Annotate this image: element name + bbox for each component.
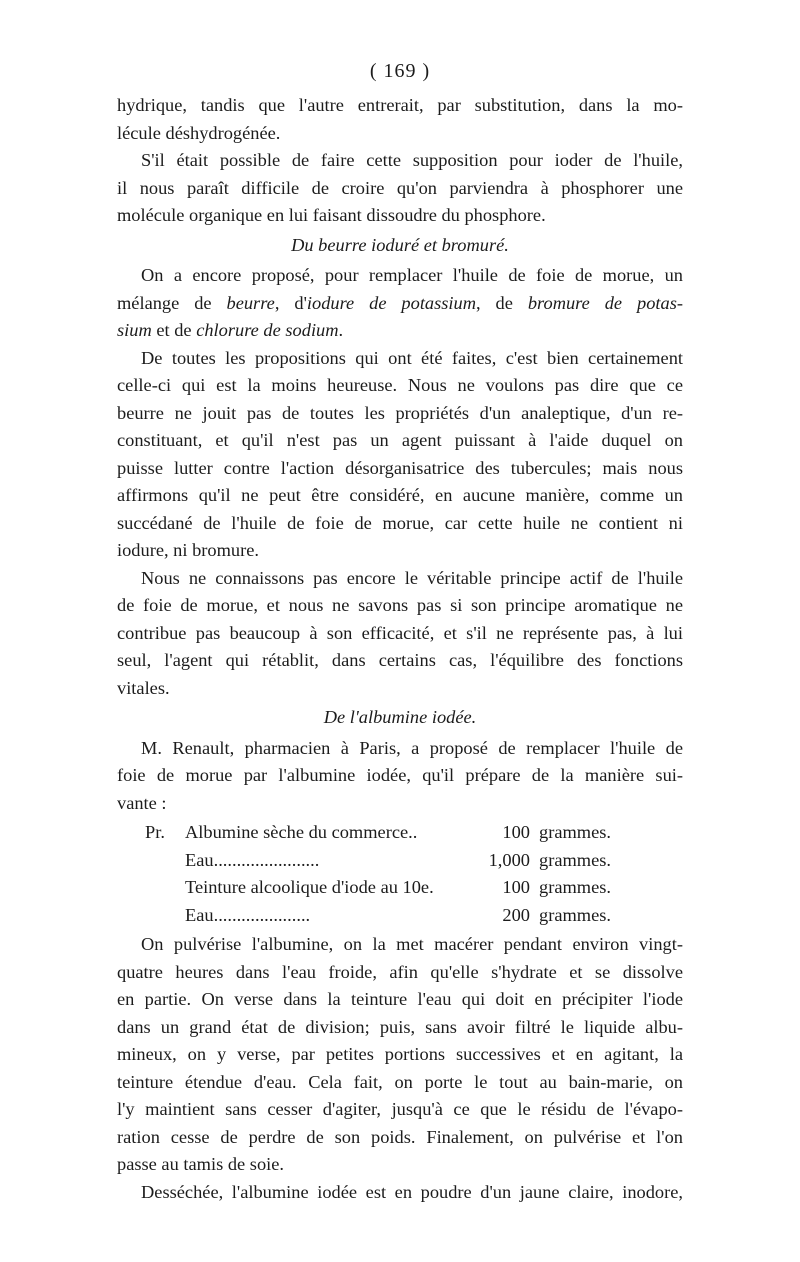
text-line: teinture étendue d'eau. Cela fait, on porte le tout au bain-marie, on bbox=[117, 1071, 683, 1092]
italic-term: bromure de potas- bbox=[527, 292, 683, 313]
text-line: de foie de morue, et nous ne savons pas si son principe aromatique ne bbox=[117, 595, 683, 615]
ingredient-quantity: 1,000 bbox=[488, 849, 530, 870]
text-line: il nous paraît difficile de croire qu'on parviendra à phosphorer une bbox=[117, 177, 683, 198]
formula-row bbox=[117, 847, 683, 875]
page-number: ( 169 ) bbox=[369, 60, 431, 82]
text-line: M. Renault, pharmacien à Paris, a proposé de remplacer l'huile de bbox=[141, 737, 683, 758]
ingredient-unit: grammes. bbox=[539, 822, 612, 842]
text-line: dans un grand état de division; puis, sans avoir filtré le liquide albu- bbox=[117, 1016, 683, 1037]
formula-row bbox=[117, 819, 683, 847]
text-line: De toutes les propositions qui ont été faites, c'est bien certainement bbox=[141, 347, 683, 368]
text-line: celle-ci qui est la moins heureuse. Nous ne voulons pas dire que ce bbox=[117, 375, 683, 395]
ingredient-unit: grammes. bbox=[539, 849, 612, 870]
text-line: l'y maintient sans cesser d'agiter, jusqu'à ce que le résidu de l'évapo- bbox=[117, 1099, 683, 1119]
ingredient-name: Eau....................... bbox=[185, 849, 320, 870]
text-run: , de bbox=[476, 292, 528, 313]
section-heading: Du beurre ioduré et bromuré. bbox=[291, 234, 509, 255]
italic-term: beurre bbox=[226, 292, 275, 313]
formula-row bbox=[117, 902, 683, 930]
text-line: vitales. bbox=[117, 677, 170, 698]
text-line: mineux, on y verse, par petites portions successives et en agitant, la bbox=[117, 1044, 683, 1064]
ingredient-unit: grammes. bbox=[539, 877, 612, 897]
text-line: succédané de l'huile de foie de morue, car cette huile ne contient ni bbox=[117, 512, 683, 533]
text-line bbox=[117, 290, 683, 318]
text-line: Nous ne connaissons pas encore le véritable principe actif de l'huile bbox=[141, 567, 683, 588]
ingredient-name: Albumine sèche du commerce.. bbox=[185, 822, 418, 842]
ingredient-quantity: 100 bbox=[502, 877, 530, 897]
ingredient-name: Eau..................... bbox=[185, 904, 311, 925]
text-line: contribue pas beaucoup à son efficacité, et s'il ne représente pas, à lui bbox=[117, 622, 683, 643]
text-line: quatre heures dans l'eau froide, afin qu'elle s'hydrate et se dissolve bbox=[117, 961, 683, 982]
text-line: vante : bbox=[117, 792, 167, 813]
text-line: passe au tamis de soie. bbox=[117, 1154, 285, 1174]
page-body bbox=[117, 92, 683, 1206]
ingredient-quantity: 200 bbox=[502, 904, 530, 925]
text-line: affirmons qu'il ne peut être considéré, en aucune manière, comme un bbox=[117, 485, 683, 505]
text-run: mélange de bbox=[117, 292, 227, 313]
ingredient-unit: grammes. bbox=[539, 904, 612, 925]
ingredient-name: Teinture alcoolique d'iode au 10e. bbox=[185, 877, 434, 897]
text-line: seul, l'agent qui rétablit, dans certains cas, l'équilibre des fonctions bbox=[117, 650, 683, 670]
text-line: Desséchée, l'albumine iodée est en poudre d'un jaune claire, inodore, bbox=[141, 1181, 683, 1202]
text-line: lécule déshydrogénée. bbox=[117, 122, 281, 143]
text-line: ration cesse de perdre de son poids. Finalement, on pulvérise et l'on bbox=[117, 1126, 683, 1147]
text-line: On a encore proposé, pour remplacer l'huile de foie de morue, un bbox=[141, 265, 683, 285]
text-line: beurre ne jouit pas de toutes les propriétés d'un analeptique, d'un re- bbox=[117, 402, 683, 423]
text-line: molécule organique en lui faisant dissoudre du phosphore. bbox=[117, 205, 546, 225]
italic-term: iodure de potassium bbox=[306, 292, 477, 313]
ingredient-quantity: 100 bbox=[502, 822, 530, 842]
text-line: iodure, ni bromure. bbox=[117, 540, 259, 560]
section-heading: De l'albumine iodée. bbox=[323, 707, 477, 727]
text-run: . bbox=[338, 320, 344, 340]
text-line bbox=[117, 317, 683, 345]
text-line: S'il était possible de faire cette supposition pour ioder de l'huile, bbox=[141, 150, 683, 170]
text-line: On pulvérise l'albumine, on la met macérer pendant environ vingt- bbox=[141, 934, 683, 954]
text-line: puisse lutter contre l'action désorganisatrice des tubercules; mais nous bbox=[117, 457, 683, 478]
formula-row bbox=[117, 874, 683, 902]
text-run: et de bbox=[151, 320, 197, 340]
prescription-mark: Pr. bbox=[145, 822, 165, 842]
text-line: en partie. On verse dans la teinture l'eau qui doit en précipiter l'iode bbox=[117, 989, 683, 1009]
text-line: hydrique, tandis que l'autre entrerait, par substitution, dans la mo- bbox=[117, 95, 683, 115]
recipe-formula bbox=[117, 819, 683, 929]
text-line: constituant, et qu'il n'est pas un agent puissant à l'aide duquel on bbox=[117, 430, 683, 450]
italic-term: sium bbox=[117, 320, 152, 340]
text-line: foie de morue par l'albumine iodée, qu'il prépare de la manière sui- bbox=[117, 765, 683, 785]
italic-term: chlorure de sodium bbox=[196, 320, 339, 340]
text-run: , d' bbox=[274, 292, 307, 313]
